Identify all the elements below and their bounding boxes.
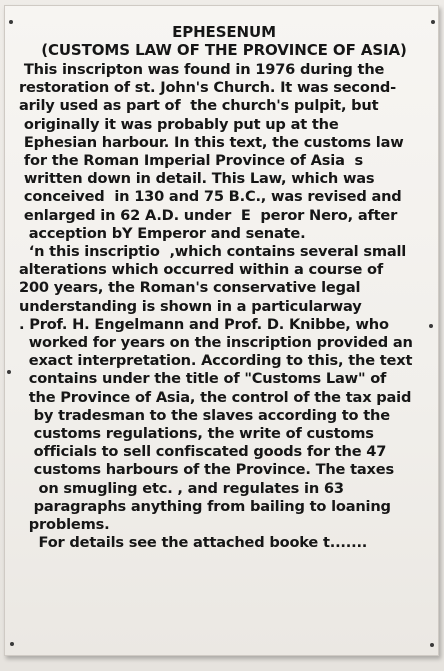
sign-text-line: arily used as part of the church's pulpit, but [19,97,379,115]
sign-subtitle: (CUSTOMS LAW OF THE PROVINCE OF ASIA) [41,41,407,59]
sign-text-line: . Prof. H. Engelmann and Prof. D. Knibbe, who [19,315,389,333]
sign-text-line: restoration of st. John's Church. It was second- [19,79,397,97]
screw-icon [429,324,433,328]
sign-text-line: written down in detail. This Law, which was [19,170,375,188]
sign-text-line: exact interpretation. According to this, the text [19,352,413,370]
informational-sign-plaque [4,5,439,656]
sign-text-line: alterations which occurred within a course of [19,261,384,279]
sign-text-line: understanding is shown in a particularway [19,297,362,315]
sign-text-line: on smugling etc. , and regulates in 63 [19,479,344,497]
sign-text-line: enlarged in 62 A.D. under E peror Nero, after [19,206,398,224]
sign-text-line: acception bY Emperor and senate. [19,224,306,242]
sign-text-line: conceived in 130 and 75 B.C., was revised and [19,188,402,206]
screw-icon [7,370,11,374]
sign-body [19,61,429,552]
screw-icon [10,642,14,646]
sign-text-line: the Province of Asia, the control of the tax paid [19,388,412,406]
sign-text-line: contains under the title of "Customs Law" of [19,370,387,388]
sign-text-line: worked for years on the inscription provided an [19,334,413,352]
sign-text-line: This inscripton was found in 1976 during the [19,61,385,78]
sign-text-line: ‘n this inscriptio ,which contains several small [19,243,407,261]
sign-text [19,23,429,552]
sign-text-line: officials to sell confiscated goods for the 47 [19,443,387,461]
sign-text-line: problems. [19,516,110,534]
screw-icon [9,20,13,24]
sign-title: EPHESENUM [172,23,276,41]
sign-text-line: 200 years, the Roman's conservative legal [19,279,361,297]
screw-icon [431,20,435,24]
sign-text-line: originally it was probably put up at the [19,115,339,133]
sign-text-line: paragraphs anything from bailing to loaning [19,497,391,515]
sign-text-line: customs regulations, the write of customs [19,425,374,443]
sign-text-line: by tradesman to the slaves according to the [19,406,390,424]
sign-text-line: for the Roman Imperial Province of Asia s [19,152,363,170]
screw-icon [430,643,434,647]
sign-text-line: For details see the attached booke t....... [19,534,368,552]
sign-text-line: customs harbours of the Province. The taxes [19,461,394,479]
sign-text-line: Ephesian harbour. In this text, the customs law [19,133,404,151]
